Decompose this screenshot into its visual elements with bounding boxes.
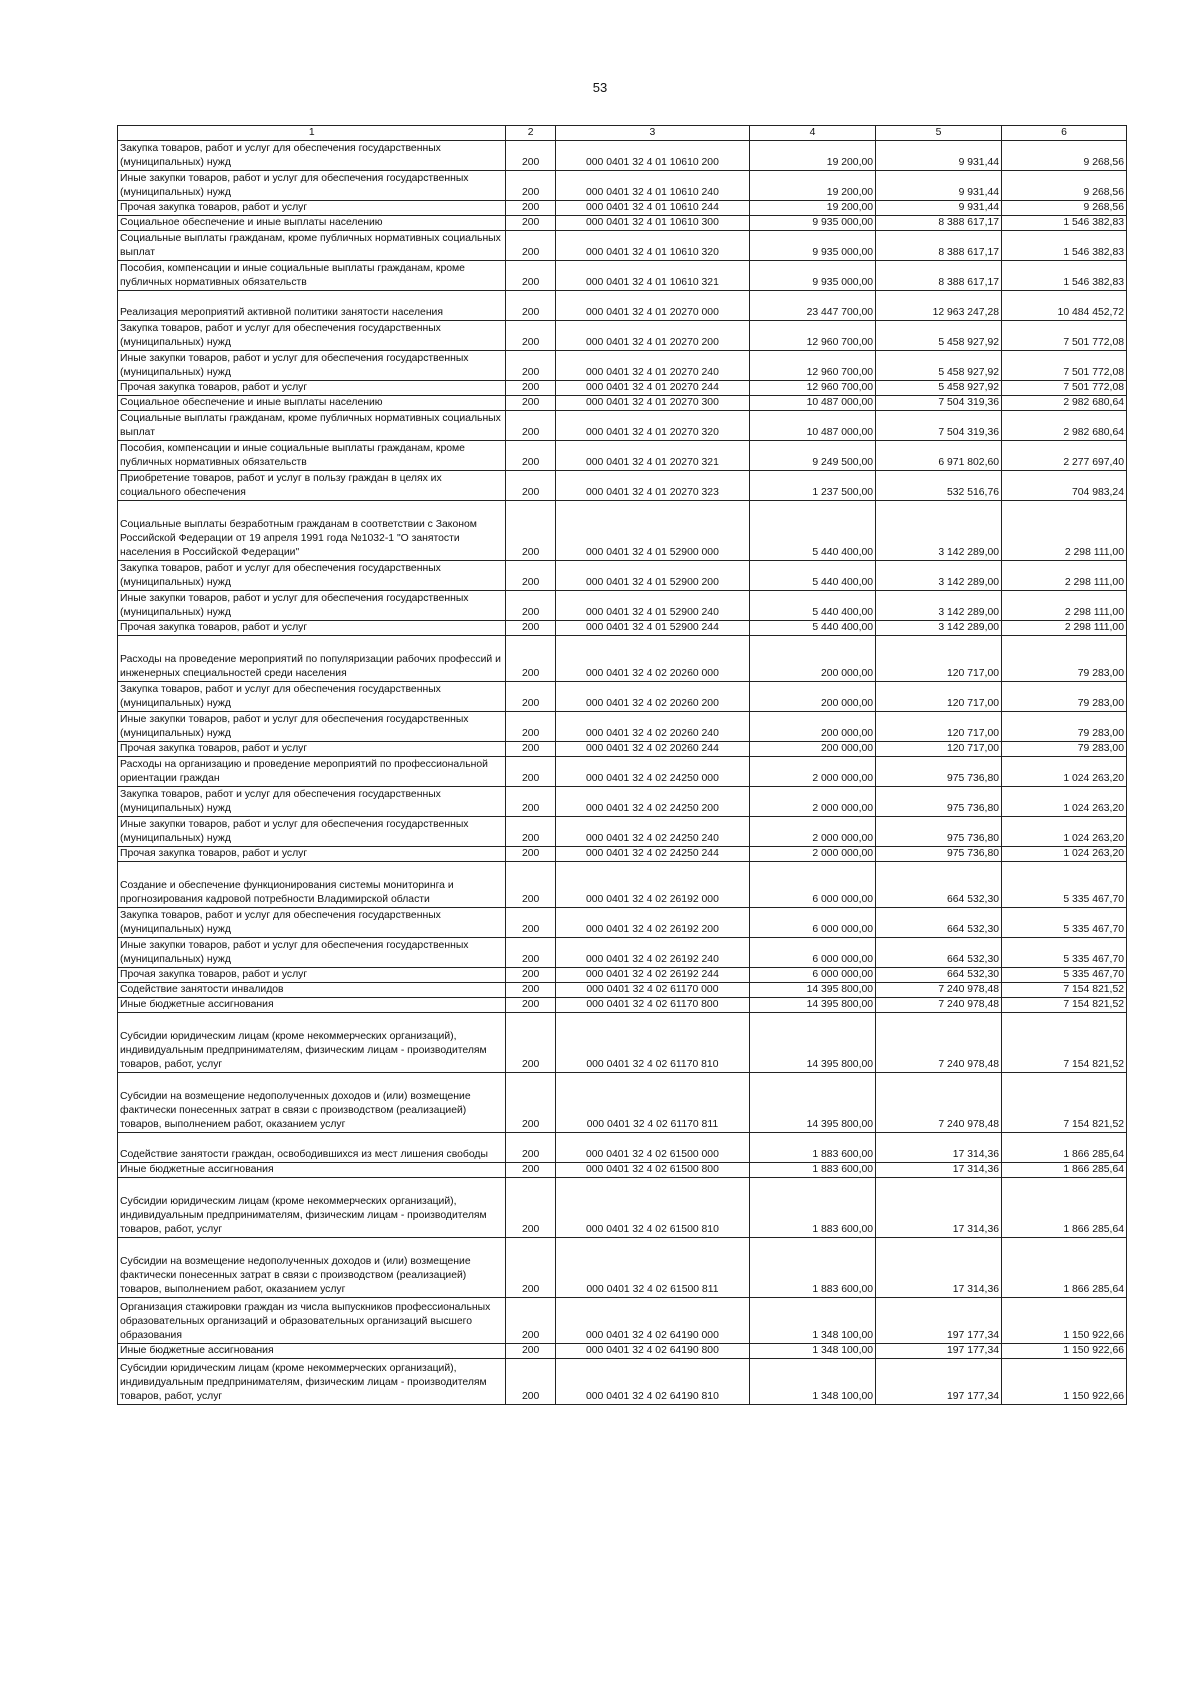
- row-code: 200: [506, 441, 555, 471]
- item-name: Закупка товаров, работ и услуг для обеспечения государственных (муниципальных) нужд: [118, 787, 506, 817]
- budget-classification-code: 000 0401 32 4 01 20270 244: [555, 381, 749, 396]
- row-code: 200: [506, 351, 555, 381]
- value-col4: 14 395 800,00: [750, 983, 876, 998]
- header-cell: 2: [506, 126, 555, 141]
- row-code: 200: [506, 1163, 555, 1178]
- item-name: Прочая закупка товаров, работ и услуг: [118, 847, 506, 862]
- budget-classification-code: 000 0401 32 4 01 10610 240: [555, 171, 749, 201]
- item-name: Приобретение товаров, работ и услуг в пользу граждан в целях их социального обеспечения: [118, 471, 506, 501]
- table-row: [118, 1359, 1127, 1405]
- table-row: [118, 787, 1127, 817]
- row-code: 200: [506, 591, 555, 621]
- value-col5: 9 931,44: [876, 171, 1002, 201]
- table-row: [118, 757, 1127, 787]
- value-col4: 2 000 000,00: [750, 847, 876, 862]
- value-col5: 532 516,76: [876, 471, 1002, 501]
- budget-table: [117, 125, 1127, 1405]
- table-row: [118, 742, 1127, 757]
- value-col4: 2 000 000,00: [750, 757, 876, 787]
- header-cell: 5: [876, 126, 1002, 141]
- table-row: [118, 171, 1127, 201]
- value-col5: 975 736,80: [876, 757, 1002, 787]
- value-col6: 2 982 680,64: [1002, 396, 1127, 411]
- table-row: [118, 621, 1127, 636]
- row-code: 200: [506, 847, 555, 862]
- item-name: Закупка товаров, работ и услуг для обеспечения государственных (муниципальных) нужд: [118, 682, 506, 712]
- value-col6: 1 546 382,83: [1002, 261, 1127, 291]
- value-col4: 10 487 000,00: [750, 396, 876, 411]
- value-col5: 120 717,00: [876, 742, 1002, 757]
- item-name: Иные бюджетные ассигнования: [118, 1163, 506, 1178]
- table-row: [118, 908, 1127, 938]
- budget-classification-code: 000 0401 32 4 01 20270 323: [555, 471, 749, 501]
- value-col6: 7 154 821,52: [1002, 983, 1127, 998]
- table-row: [118, 501, 1127, 561]
- budget-classification-code: 000 0401 32 4 02 26192 200: [555, 908, 749, 938]
- value-col5: 7 240 978,48: [876, 1013, 1002, 1073]
- value-col5: 3 142 289,00: [876, 501, 1002, 561]
- value-col6: 10 484 452,72: [1002, 291, 1127, 321]
- value-col5: 975 736,80: [876, 847, 1002, 862]
- value-col6: 79 283,00: [1002, 636, 1127, 682]
- item-name: Субсидии юридическим лицам (кроме некоммерческих организаций), индивидуальным предпринимателям, физическим лицам - производителям товаров, работ, услуг: [118, 1359, 506, 1405]
- value-col6: 7 501 772,08: [1002, 321, 1127, 351]
- value-col4: 19 200,00: [750, 201, 876, 216]
- table-row: [118, 216, 1127, 231]
- table-row: [118, 1238, 1127, 1298]
- row-code: 200: [506, 561, 555, 591]
- table-row: [118, 998, 1127, 1013]
- item-name: Расходы на организацию и проведение мероприятий по профессиональной ориентации граждан: [118, 757, 506, 787]
- value-col4: 14 395 800,00: [750, 1073, 876, 1133]
- value-col4: 14 395 800,00: [750, 1013, 876, 1073]
- item-name: Организация стажировки граждан из числа выпускников профессиональных образовательных организаций и образовательных организаций высшего образования: [118, 1298, 506, 1344]
- row-code: 200: [506, 682, 555, 712]
- item-name: Социальное обеспечение и иные выплаты населению: [118, 396, 506, 411]
- value-col4: 9 935 000,00: [750, 216, 876, 231]
- value-col4: 1 883 600,00: [750, 1178, 876, 1238]
- value-col4: 23 447 700,00: [750, 291, 876, 321]
- value-col4: 1 883 600,00: [750, 1238, 876, 1298]
- table-row: [118, 847, 1127, 862]
- table-row: [118, 938, 1127, 968]
- row-code: 200: [506, 261, 555, 291]
- row-code: 200: [506, 381, 555, 396]
- row-code: 200: [506, 1344, 555, 1359]
- budget-classification-code: 000 0401 32 4 01 10610 244: [555, 201, 749, 216]
- value-col6: 5 335 467,70: [1002, 908, 1127, 938]
- budget-classification-code: 000 0401 32 4 02 61170 810: [555, 1013, 749, 1073]
- budget-classification-code: 000 0401 32 4 02 64190 000: [555, 1298, 749, 1344]
- table-row: [118, 471, 1127, 501]
- item-name: Расходы на проведение мероприятий по популяризации рабочих профессий и инженерных специальностей среди населения: [118, 636, 506, 682]
- value-col4: 5 440 400,00: [750, 561, 876, 591]
- value-col6: 1 866 285,64: [1002, 1163, 1127, 1178]
- row-code: 200: [506, 787, 555, 817]
- budget-classification-code: 000 0401 32 4 02 20260 244: [555, 742, 749, 757]
- item-name: Субсидии юридическим лицам (кроме некоммерческих организаций), индивидуальным предпринимателям, физическим лицам - производителям товаров, работ, услуг: [118, 1178, 506, 1238]
- budget-classification-code: 000 0401 32 4 02 20260 240: [555, 712, 749, 742]
- value-col5: 7 240 978,48: [876, 1073, 1002, 1133]
- table-row: [118, 1013, 1127, 1073]
- value-col6: 9 268,56: [1002, 171, 1127, 201]
- budget-classification-code: 000 0401 32 4 02 26192 000: [555, 862, 749, 908]
- table-row: [118, 321, 1127, 351]
- value-col4: 9 935 000,00: [750, 231, 876, 261]
- value-col6: 1 024 263,20: [1002, 847, 1127, 862]
- value-col5: 197 177,34: [876, 1298, 1002, 1344]
- value-col5: 7 240 978,48: [876, 983, 1002, 998]
- value-col5: 8 388 617,17: [876, 231, 1002, 261]
- table-row: [118, 591, 1127, 621]
- value-col4: 1 883 600,00: [750, 1163, 876, 1178]
- table-row: [118, 682, 1127, 712]
- budget-classification-code: 000 0401 32 4 01 10610 300: [555, 216, 749, 231]
- row-code: 200: [506, 1178, 555, 1238]
- value-col4: 200 000,00: [750, 712, 876, 742]
- value-col4: 1 348 100,00: [750, 1298, 876, 1344]
- value-col5: 664 532,30: [876, 938, 1002, 968]
- row-code: 200: [506, 201, 555, 216]
- budget-classification-code: 000 0401 32 4 01 20270 300: [555, 396, 749, 411]
- budget-classification-code: 000 0401 32 4 02 61170 000: [555, 983, 749, 998]
- value-col5: 17 314,36: [876, 1163, 1002, 1178]
- value-col5: 120 717,00: [876, 636, 1002, 682]
- value-col6: 1 546 382,83: [1002, 216, 1127, 231]
- row-code: 200: [506, 712, 555, 742]
- value-col6: 1 150 922,66: [1002, 1344, 1127, 1359]
- value-col4: 1 348 100,00: [750, 1344, 876, 1359]
- budget-classification-code: 000 0401 32 4 02 26192 240: [555, 938, 749, 968]
- row-code: 200: [506, 171, 555, 201]
- budget-classification-code: 000 0401 32 4 01 20270 321: [555, 441, 749, 471]
- table-row: [118, 636, 1127, 682]
- value-col6: 5 335 467,70: [1002, 938, 1127, 968]
- value-col6: 7 154 821,52: [1002, 998, 1127, 1013]
- table-row: [118, 396, 1127, 411]
- value-col4: 19 200,00: [750, 141, 876, 171]
- value-col5: 7 240 978,48: [876, 998, 1002, 1013]
- table-row: [118, 291, 1127, 321]
- table-row: [118, 351, 1127, 381]
- value-col4: 5 440 400,00: [750, 591, 876, 621]
- budget-classification-code: 000 0401 32 4 02 24250 240: [555, 817, 749, 847]
- header-cell: 6: [1002, 126, 1127, 141]
- value-col5: 3 142 289,00: [876, 591, 1002, 621]
- budget-classification-code: 000 0401 32 4 01 20270 320: [555, 411, 749, 441]
- table-row: [118, 1298, 1127, 1344]
- value-col5: 120 717,00: [876, 682, 1002, 712]
- budget-classification-code: 000 0401 32 4 01 20270 200: [555, 321, 749, 351]
- row-code: 200: [506, 411, 555, 441]
- value-col6: 7 501 772,08: [1002, 351, 1127, 381]
- row-code: 200: [506, 1013, 555, 1073]
- header-cell: 1: [118, 126, 506, 141]
- value-col5: 5 458 927,92: [876, 321, 1002, 351]
- value-col6: 5 335 467,70: [1002, 968, 1127, 983]
- header-row: [118, 126, 1127, 141]
- row-code: 200: [506, 501, 555, 561]
- budget-classification-code: 000 0401 32 4 01 52900 240: [555, 591, 749, 621]
- row-code: 200: [506, 1073, 555, 1133]
- value-col6: 704 983,24: [1002, 471, 1127, 501]
- item-name: Иные закупки товаров, работ и услуг для обеспечения государственных (муниципальных) нужд: [118, 171, 506, 201]
- value-col5: 8 388 617,17: [876, 261, 1002, 291]
- budget-classification-code: 000 0401 32 4 01 52900 244: [555, 621, 749, 636]
- value-col6: 1 150 922,66: [1002, 1359, 1127, 1405]
- value-col5: 17 314,36: [876, 1133, 1002, 1163]
- budget-classification-code: 000 0401 32 4 02 24250 000: [555, 757, 749, 787]
- table-row: [118, 1178, 1127, 1238]
- item-name: Социальные выплаты гражданам, кроме публичных нормативных социальных выплат: [118, 231, 506, 261]
- budget-classification-code: 000 0401 32 4 02 26192 244: [555, 968, 749, 983]
- budget-classification-code: 000 0401 32 4 01 10610 321: [555, 261, 749, 291]
- value-col4: 12 960 700,00: [750, 381, 876, 396]
- value-col4: 6 000 000,00: [750, 908, 876, 938]
- value-col5: 17 314,36: [876, 1178, 1002, 1238]
- row-code: 200: [506, 1133, 555, 1163]
- item-name: Субсидии на возмещение недополученных доходов и (или) возмещение фактически понесенных затрат в связи с производством (реализацией) товаров, выполнением работ, оказанием услуг: [118, 1238, 506, 1298]
- item-name: Иные бюджетные ассигнования: [118, 998, 506, 1013]
- table-row: [118, 441, 1127, 471]
- row-code: 200: [506, 998, 555, 1013]
- value-col5: 664 532,30: [876, 968, 1002, 983]
- item-name: Прочая закупка товаров, работ и услуг: [118, 381, 506, 396]
- value-col5: 975 736,80: [876, 787, 1002, 817]
- value-col6: 9 268,56: [1002, 141, 1127, 171]
- item-name: Прочая закупка товаров, работ и услуг: [118, 621, 506, 636]
- item-name: Прочая закупка товаров, работ и услуг: [118, 968, 506, 983]
- value-col4: 6 000 000,00: [750, 862, 876, 908]
- budget-classification-code: 000 0401 32 4 02 24250 244: [555, 847, 749, 862]
- item-name: Создание и обеспечение функционирования системы мониторинга и прогнозирования кадровой потребности Владимирской области: [118, 862, 506, 908]
- header-cell: 4: [750, 126, 876, 141]
- value-col4: 1 883 600,00: [750, 1133, 876, 1163]
- value-col6: 2 298 111,00: [1002, 591, 1127, 621]
- table-row: [118, 381, 1127, 396]
- budget-classification-code: 000 0401 32 4 02 61170 800: [555, 998, 749, 1013]
- value-col5: 8 388 617,17: [876, 216, 1002, 231]
- value-col4: 14 395 800,00: [750, 998, 876, 1013]
- row-code: 200: [506, 983, 555, 998]
- value-col4: 10 487 000,00: [750, 411, 876, 441]
- item-name: Социальные выплаты безработным гражданам в соответствии с Законом Российской Федерации от 19 апреля 1991 года №1032-1 "О занятости населения в Российской Федерации": [118, 501, 506, 561]
- row-code: 200: [506, 1298, 555, 1344]
- item-name: Пособия, компенсации и иные социальные выплаты гражданам, кроме публичных нормативных обязательств: [118, 441, 506, 471]
- row-code: 200: [506, 396, 555, 411]
- value-col4: 19 200,00: [750, 171, 876, 201]
- value-col4: 12 960 700,00: [750, 321, 876, 351]
- table-row: [118, 1073, 1127, 1133]
- budget-classification-code: 000 0401 32 4 01 10610 200: [555, 141, 749, 171]
- table-row: [118, 261, 1127, 291]
- item-name: Закупка товаров, работ и услуг для обеспечения государственных (муниципальных) нужд: [118, 321, 506, 351]
- item-name: Закупка товаров, работ и услуг для обеспечения государственных (муниципальных) нужд: [118, 561, 506, 591]
- value-col6: 79 283,00: [1002, 712, 1127, 742]
- budget-classification-code: 000 0401 32 4 02 20260 200: [555, 682, 749, 712]
- table-row: [118, 1344, 1127, 1359]
- value-col5: 5 458 927,92: [876, 351, 1002, 381]
- value-col6: 1 024 263,20: [1002, 757, 1127, 787]
- value-col4: 2 000 000,00: [750, 787, 876, 817]
- row-code: 200: [506, 216, 555, 231]
- budget-classification-code: 000 0401 32 4 02 24250 200: [555, 787, 749, 817]
- value-col5: 197 177,34: [876, 1344, 1002, 1359]
- value-col6: 1 024 263,20: [1002, 787, 1127, 817]
- value-col6: 9 268,56: [1002, 201, 1127, 216]
- item-name: Иные бюджетные ассигнования: [118, 1344, 506, 1359]
- row-code: 200: [506, 938, 555, 968]
- budget-classification-code: 000 0401 32 4 01 20270 000: [555, 291, 749, 321]
- value-col6: 1 866 285,64: [1002, 1133, 1127, 1163]
- value-col5: 9 931,44: [876, 141, 1002, 171]
- row-code: 200: [506, 1238, 555, 1298]
- value-col4: 200 000,00: [750, 742, 876, 757]
- value-col6: 1 866 285,64: [1002, 1238, 1127, 1298]
- value-col6: 2 298 111,00: [1002, 621, 1127, 636]
- value-col4: 1 348 100,00: [750, 1359, 876, 1405]
- value-col4: 6 000 000,00: [750, 938, 876, 968]
- row-code: 200: [506, 1359, 555, 1405]
- value-col5: 7 504 319,36: [876, 396, 1002, 411]
- value-col5: 3 142 289,00: [876, 561, 1002, 591]
- value-col4: 200 000,00: [750, 682, 876, 712]
- value-col5: 17 314,36: [876, 1238, 1002, 1298]
- budget-classification-code: 000 0401 32 4 01 52900 200: [555, 561, 749, 591]
- value-col6: 7 501 772,08: [1002, 381, 1127, 396]
- budget-classification-code: 000 0401 32 4 01 52900 000: [555, 501, 749, 561]
- table-row: [118, 968, 1127, 983]
- value-col4: 200 000,00: [750, 636, 876, 682]
- header-cell: 3: [555, 126, 749, 141]
- table-row: [118, 712, 1127, 742]
- row-code: 200: [506, 621, 555, 636]
- item-name: Пособия, компенсации и иные социальные выплаты гражданам, кроме публичных нормативных обязательств: [118, 261, 506, 291]
- item-name: Закупка товаров, работ и услуг для обеспечения государственных (муниципальных) нужд: [118, 908, 506, 938]
- value-col5: 5 458 927,92: [876, 381, 1002, 396]
- budget-classification-code: 000 0401 32 4 02 61500 811: [555, 1238, 749, 1298]
- value-col6: 1 150 922,66: [1002, 1298, 1127, 1344]
- row-code: 200: [506, 636, 555, 682]
- table-row: [118, 201, 1127, 216]
- value-col6: 2 298 111,00: [1002, 561, 1127, 591]
- budget-classification-code: 000 0401 32 4 02 61170 811: [555, 1073, 749, 1133]
- row-code: 200: [506, 291, 555, 321]
- value-col6: 7 154 821,52: [1002, 1073, 1127, 1133]
- table-row: [118, 231, 1127, 261]
- budget-classification-code: 000 0401 32 4 01 10610 320: [555, 231, 749, 261]
- item-name: Закупка товаров, работ и услуг для обеспечения государственных (муниципальных) нужд: [118, 141, 506, 171]
- value-col5: 9 931,44: [876, 201, 1002, 216]
- item-name: Иные закупки товаров, работ и услуг для обеспечения государственных (муниципальных) нужд: [118, 817, 506, 847]
- budget-classification-code: 000 0401 32 4 02 64190 810: [555, 1359, 749, 1405]
- budget-classification-code: 000 0401 32 4 02 20260 000: [555, 636, 749, 682]
- value-col6: 79 283,00: [1002, 742, 1127, 757]
- value-col6: 1 866 285,64: [1002, 1178, 1127, 1238]
- value-col4: 5 440 400,00: [750, 621, 876, 636]
- value-col4: 9 935 000,00: [750, 261, 876, 291]
- value-col5: 120 717,00: [876, 712, 1002, 742]
- value-col5: 12 963 247,28: [876, 291, 1002, 321]
- value-col6: 2 277 697,40: [1002, 441, 1127, 471]
- budget-classification-code: 000 0401 32 4 02 61500 810: [555, 1178, 749, 1238]
- value-col4: 5 440 400,00: [750, 501, 876, 561]
- value-col6: 7 154 821,52: [1002, 1013, 1127, 1073]
- item-name: Прочая закупка товаров, работ и услуг: [118, 201, 506, 216]
- table-row: [118, 1133, 1127, 1163]
- item-name: Прочая закупка товаров, работ и услуг: [118, 742, 506, 757]
- item-name: Социальное обеспечение и иные выплаты населению: [118, 216, 506, 231]
- row-code: 200: [506, 321, 555, 351]
- value-col6: 5 335 467,70: [1002, 862, 1127, 908]
- item-name: Субсидии на возмещение недополученных доходов и (или) возмещение фактически понесенных затрат в связи с производством (реализацией) товаров, выполнением работ, оказанием услуг: [118, 1073, 506, 1133]
- value-col4: 2 000 000,00: [750, 817, 876, 847]
- value-col5: 197 177,34: [876, 1359, 1002, 1405]
- value-col5: 664 532,30: [876, 908, 1002, 938]
- row-code: 200: [506, 817, 555, 847]
- table-row: [118, 862, 1127, 908]
- item-name: Социальные выплаты гражданам, кроме публичных нормативных социальных выплат: [118, 411, 506, 441]
- row-code: 200: [506, 862, 555, 908]
- budget-classification-code: 000 0401 32 4 01 20270 240: [555, 351, 749, 381]
- value-col4: 12 960 700,00: [750, 351, 876, 381]
- budget-classification-code: 000 0401 32 4 02 61500 800: [555, 1163, 749, 1178]
- value-col6: 2 298 111,00: [1002, 501, 1127, 561]
- value-col5: 975 736,80: [876, 817, 1002, 847]
- page-number: 53: [592, 80, 608, 95]
- table-row: [118, 411, 1127, 441]
- item-name: Содействие занятости граждан, освободившихся из мест лишения свободы: [118, 1133, 506, 1163]
- item-name: Иные закупки товаров, работ и услуг для обеспечения государственных (муниципальных) нужд: [118, 938, 506, 968]
- value-col5: 7 504 319,36: [876, 411, 1002, 441]
- table-row: [118, 561, 1127, 591]
- row-code: 200: [506, 968, 555, 983]
- row-code: 200: [506, 742, 555, 757]
- item-name: Реализация мероприятий активной политики занятости населения: [118, 291, 506, 321]
- value-col6: 79 283,00: [1002, 682, 1127, 712]
- item-name: Иные закупки товаров, работ и услуг для обеспечения государственных (муниципальных) нужд: [118, 712, 506, 742]
- table-row: [118, 817, 1127, 847]
- budget-classification-code: 000 0401 32 4 02 64190 800: [555, 1344, 749, 1359]
- item-name: Содействие занятости инвалидов: [118, 983, 506, 998]
- row-code: 200: [506, 141, 555, 171]
- value-col4: 1 237 500,00: [750, 471, 876, 501]
- row-code: 200: [506, 757, 555, 787]
- row-code: 200: [506, 471, 555, 501]
- budget-classification-code: 000 0401 32 4 02 61500 000: [555, 1133, 749, 1163]
- value-col4: 9 249 500,00: [750, 441, 876, 471]
- item-name: Субсидии юридическим лицам (кроме некоммерческих организаций), индивидуальным предпринимателям, физическим лицам - производителям товаров, работ, услуг: [118, 1013, 506, 1073]
- value-col6: 2 982 680,64: [1002, 411, 1127, 441]
- table-row: [118, 1163, 1127, 1178]
- table-row: [118, 141, 1127, 171]
- value-col5: 6 971 802,60: [876, 441, 1002, 471]
- value-col6: 1 546 382,83: [1002, 231, 1127, 261]
- item-name: Иные закупки товаров, работ и услуг для обеспечения государственных (муниципальных) нужд: [118, 591, 506, 621]
- item-name: Иные закупки товаров, работ и услуг для обеспечения государственных (муниципальных) нужд: [118, 351, 506, 381]
- value-col6: 1 024 263,20: [1002, 817, 1127, 847]
- value-col5: 664 532,30: [876, 862, 1002, 908]
- value-col5: 3 142 289,00: [876, 621, 1002, 636]
- row-code: 200: [506, 908, 555, 938]
- row-code: 200: [506, 231, 555, 261]
- value-col4: 6 000 000,00: [750, 968, 876, 983]
- table-row: [118, 983, 1127, 998]
